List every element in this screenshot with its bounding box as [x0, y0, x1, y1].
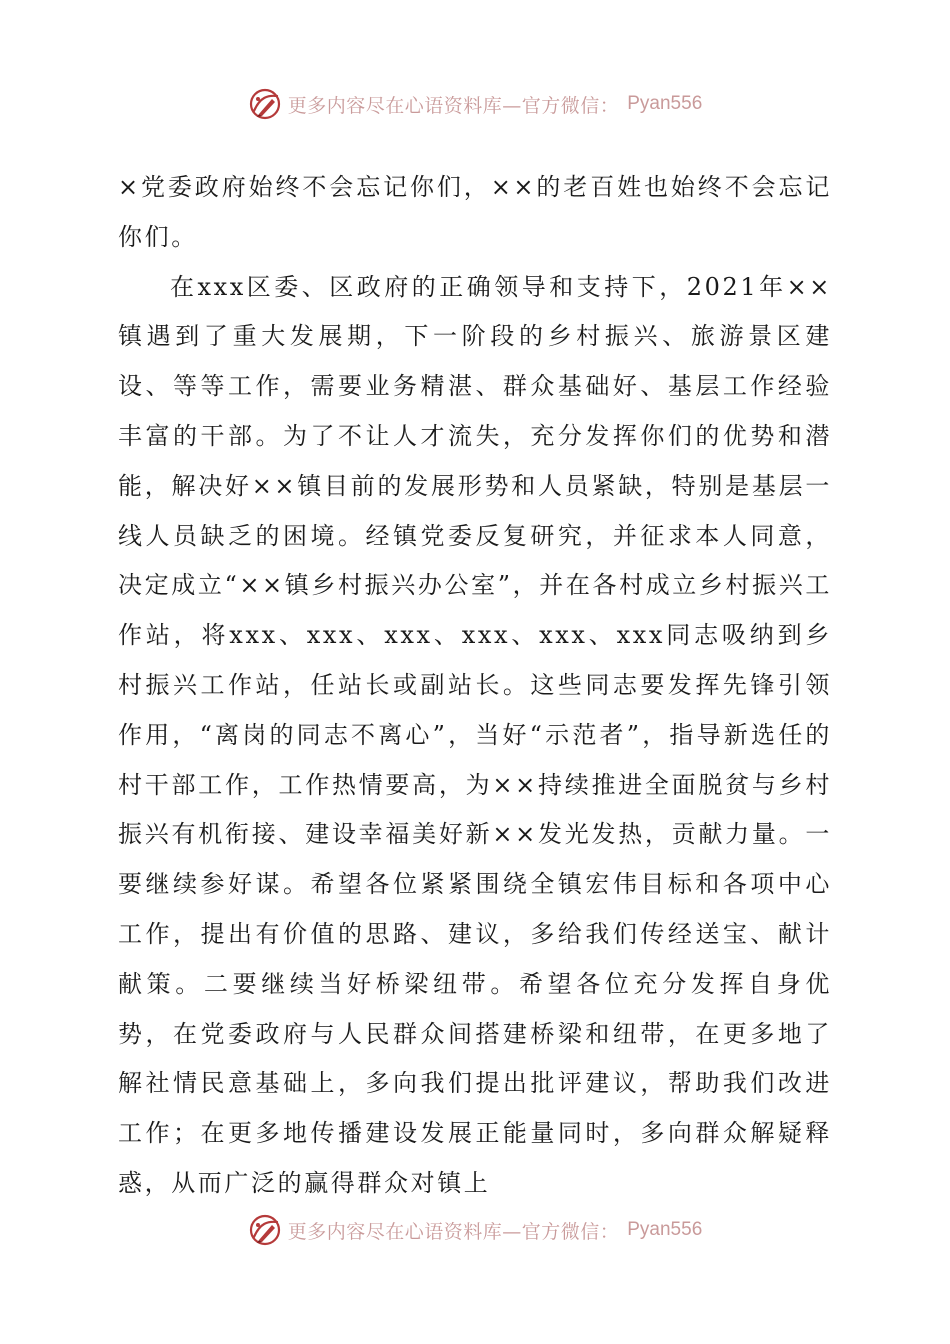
watermark-wechat-id: Pyan556 — [627, 1219, 703, 1240]
header-watermark-banner — [0, 84, 950, 124]
paragraph-continuation: ×党委政府始终不会忘记你们，××的老百姓也始终不会忘记你们。 — [118, 173, 832, 251]
watermark-text: 更多内容尽在心语资料库—官方微信： — [287, 94, 620, 117]
watermark-wechat-id: Pyan556 — [627, 93, 703, 114]
watermark-text: 更多内容尽在心语资料库—官方微信： — [287, 1220, 620, 1243]
pen-seal-icon — [248, 87, 282, 121]
pen-seal-icon — [248, 1213, 282, 1247]
document-body — [118, 163, 832, 1209]
footer-watermark-banner — [0, 1210, 950, 1250]
paragraph-main: 在xxx区委、区政府的正确领导和支持下，2021年××镇遇到了重大发展期，下一阶段的乡村振兴、旅游景区建设、等等工作，需要业务精湛、群众基础好、基层工作经验丰富的干部。为了不让人才流失，充分发挥你们的优势和潜能，解决好××镇目前的发展形势和人员紧缺，特别是基层一线人员缺乏的困境。经镇党委反复研究，并征求本人同意，决定成立“××镇乡村振兴办公室”，并在各村成立乡村振兴工作站，将xxx、xxx、xxx、xxx、xxx、xxx同志吸纳到乡村振兴工作站，任站长或副站长。这些同志要发挥先锋引领作用，“离岗的同志不离心”，当好“示范者”，指导新选任的村干部工作，工作热情要高，为××持续推进全面脱贫与乡村振兴有机衔接、建设幸福美好新××发光发热，贡献力量。一要继续参好谋。希望各位紧紧围绕全镇宏伟目标和各项中心工作，提出有价值的思路、建议，多给我们传经送宝、献计献策。二要继续当好桥梁纽带。希望各位充分发挥自身优势，在党委政府与人民群众间搭建桥梁和纽带，在更多地了解社情民意基础上，多向我们提出批评建议，帮助我们改进工作；在更多地传播建设发展正能量同时，多向群众解疑释惑，从而广泛的赢得群众对镇上 — [118, 272, 832, 1197]
header-watermark — [248, 87, 703, 121]
footer-watermark — [248, 1213, 703, 1247]
